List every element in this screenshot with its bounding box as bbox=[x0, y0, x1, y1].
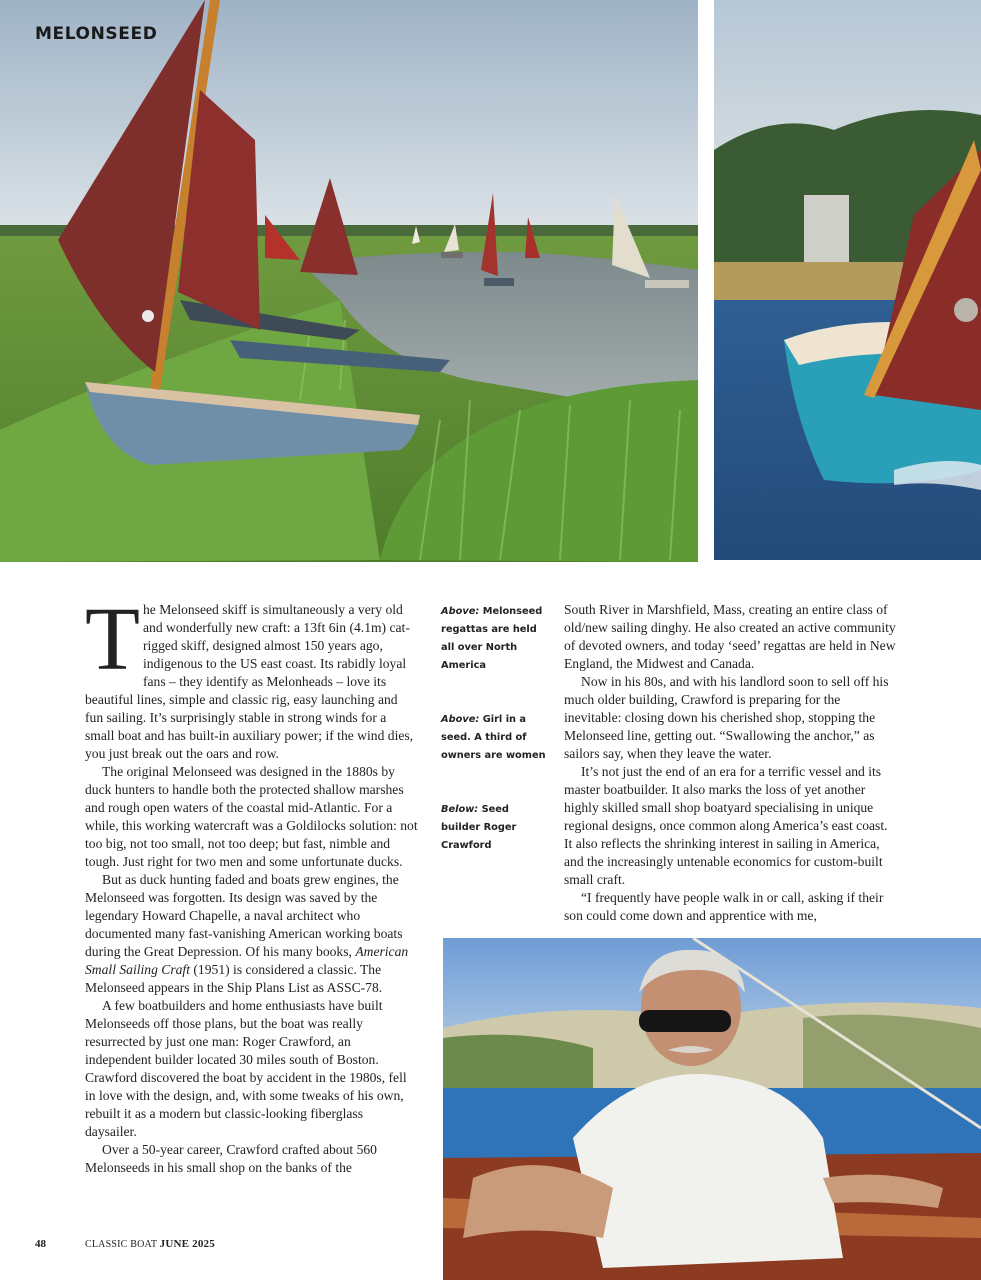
article-paragraph: Now in his 80s, and with his landlord soon to sell off his much older building, Crawford is preparing for the inevitable: closing down his cherished shop, stopping the Melonseed line, getting out. “Swallowing the anchor,” as sailors say, when they leave the water. bbox=[564, 674, 889, 761]
issue-date: JUNE 2025 bbox=[159, 1238, 215, 1250]
section-label: MELONSEED bbox=[35, 24, 158, 44]
magazine-footer bbox=[85, 1238, 215, 1250]
article-paragraph: “I frequently have people walk in or call, asking if their son could come down and apprentice with me, bbox=[564, 890, 884, 923]
article-paragraph bbox=[85, 871, 418, 997]
caption-lead: Below: bbox=[441, 804, 479, 815]
magazine-name: CLASSIC BOAT bbox=[85, 1239, 157, 1250]
caption-roger-crawford bbox=[441, 801, 549, 855]
photo-melonseed-regatta bbox=[0, 0, 698, 562]
photo-side-illustration bbox=[714, 0, 981, 560]
article-column-2 bbox=[564, 601, 898, 925]
caption-text: Seed builder Roger Crawford bbox=[441, 804, 517, 851]
caption-text: Melonseed regattas are held all over North America bbox=[441, 606, 543, 671]
photo-main-illustration bbox=[0, 0, 698, 562]
paragraph-text: (1951) is considered a classic. The Melonseed appears in the Ship Plans List as ASSC-78. bbox=[85, 962, 383, 995]
book-title: American Small Sailing Craft bbox=[85, 944, 409, 977]
paragraph-text: he Melonseed skiff is simultaneously a very old and wonderfully new craft: a 13ft 6in (4.1m) cat-rigged skiff, designed almost 150 years ago, indigenous to the US east coast. Its rabidly loyal fans – they identify as Melonheads – love its beautiful lines, simple and classic rig, easy launching and fun sailing. It’s surprisingly stable in strong winds for a small boat and has built-in auxiliary power; if the wind dies, you just break out the oars and row. bbox=[85, 602, 414, 761]
article-paragraph: It’s not just the end of an era for a terrific vessel and its master boatbuilder. It also marks the loss of yet another highly skilled small shop boatyard specialising in unique regional designs, once common along America’s east coast. It also reflects the shrinking interest in sailing in America, and the increasingly untenable economics for custom-built small craft. bbox=[564, 764, 888, 887]
caption-text: Girl in a seed. A third of owners are women bbox=[441, 714, 546, 761]
caption-girl-in-seed bbox=[441, 711, 549, 765]
page-number: 48 bbox=[35, 1238, 46, 1250]
photo-girl-in-seed bbox=[714, 0, 981, 560]
caption-lead: Above: bbox=[441, 714, 480, 725]
article-paragraph: Over a 50-year career, Crawford crafted about 560 Melonseeds in his small shop on the banks of the bbox=[85, 1142, 377, 1175]
photo-roger-crawford bbox=[443, 938, 981, 1280]
article-paragraph: The original Melonseed was designed in the 1880s by duck hunters to handle both the protected shallow marshes and rough open waters of the coastal mid-Atlantic. For a while, this working watercraft was a Goldilocks solution: not too big, not too small, not too deep; but fast, nimble and tough. Just right for two men and some unfortunate ducks. bbox=[85, 764, 418, 869]
drop-cap: T bbox=[85, 590, 140, 689]
article-paragraph: South River in Marshfield, Mass, creating an entire class of old/new sailing dinghy. He also created an active community of devoted owners, and today ‘seed’ regattas are held in New England, the Midwest and Canada. bbox=[564, 602, 896, 671]
photo-bottom-illustration bbox=[443, 938, 981, 1280]
article-paragraph: A few boatbuilders and home enthusiasts have built Melonseeds off those plans, but the boat was really resurrected by just one man: Roger Crawford, an independent builder located 30 miles south of Boston. Crawford discovered the boat by accident in the 1980s, fell in love with the design, and, with some tweaks of his own, rebuilt it as a modern but classic-looking fiberglass daysailer. bbox=[85, 998, 407, 1139]
article-paragraph bbox=[85, 590, 418, 763]
article-column-1 bbox=[85, 590, 418, 1177]
caption-regattas bbox=[441, 603, 549, 675]
paragraph-text: But as duck hunting faded and boats grew engines, the Melonseed was forgotten. Its design was saved by the legendary Howard Chapelle, a naval architect who documented many fast-vanishing American working boats during the Great Depression. Of his many books, bbox=[85, 872, 403, 959]
caption-lead: Above: bbox=[441, 606, 480, 617]
